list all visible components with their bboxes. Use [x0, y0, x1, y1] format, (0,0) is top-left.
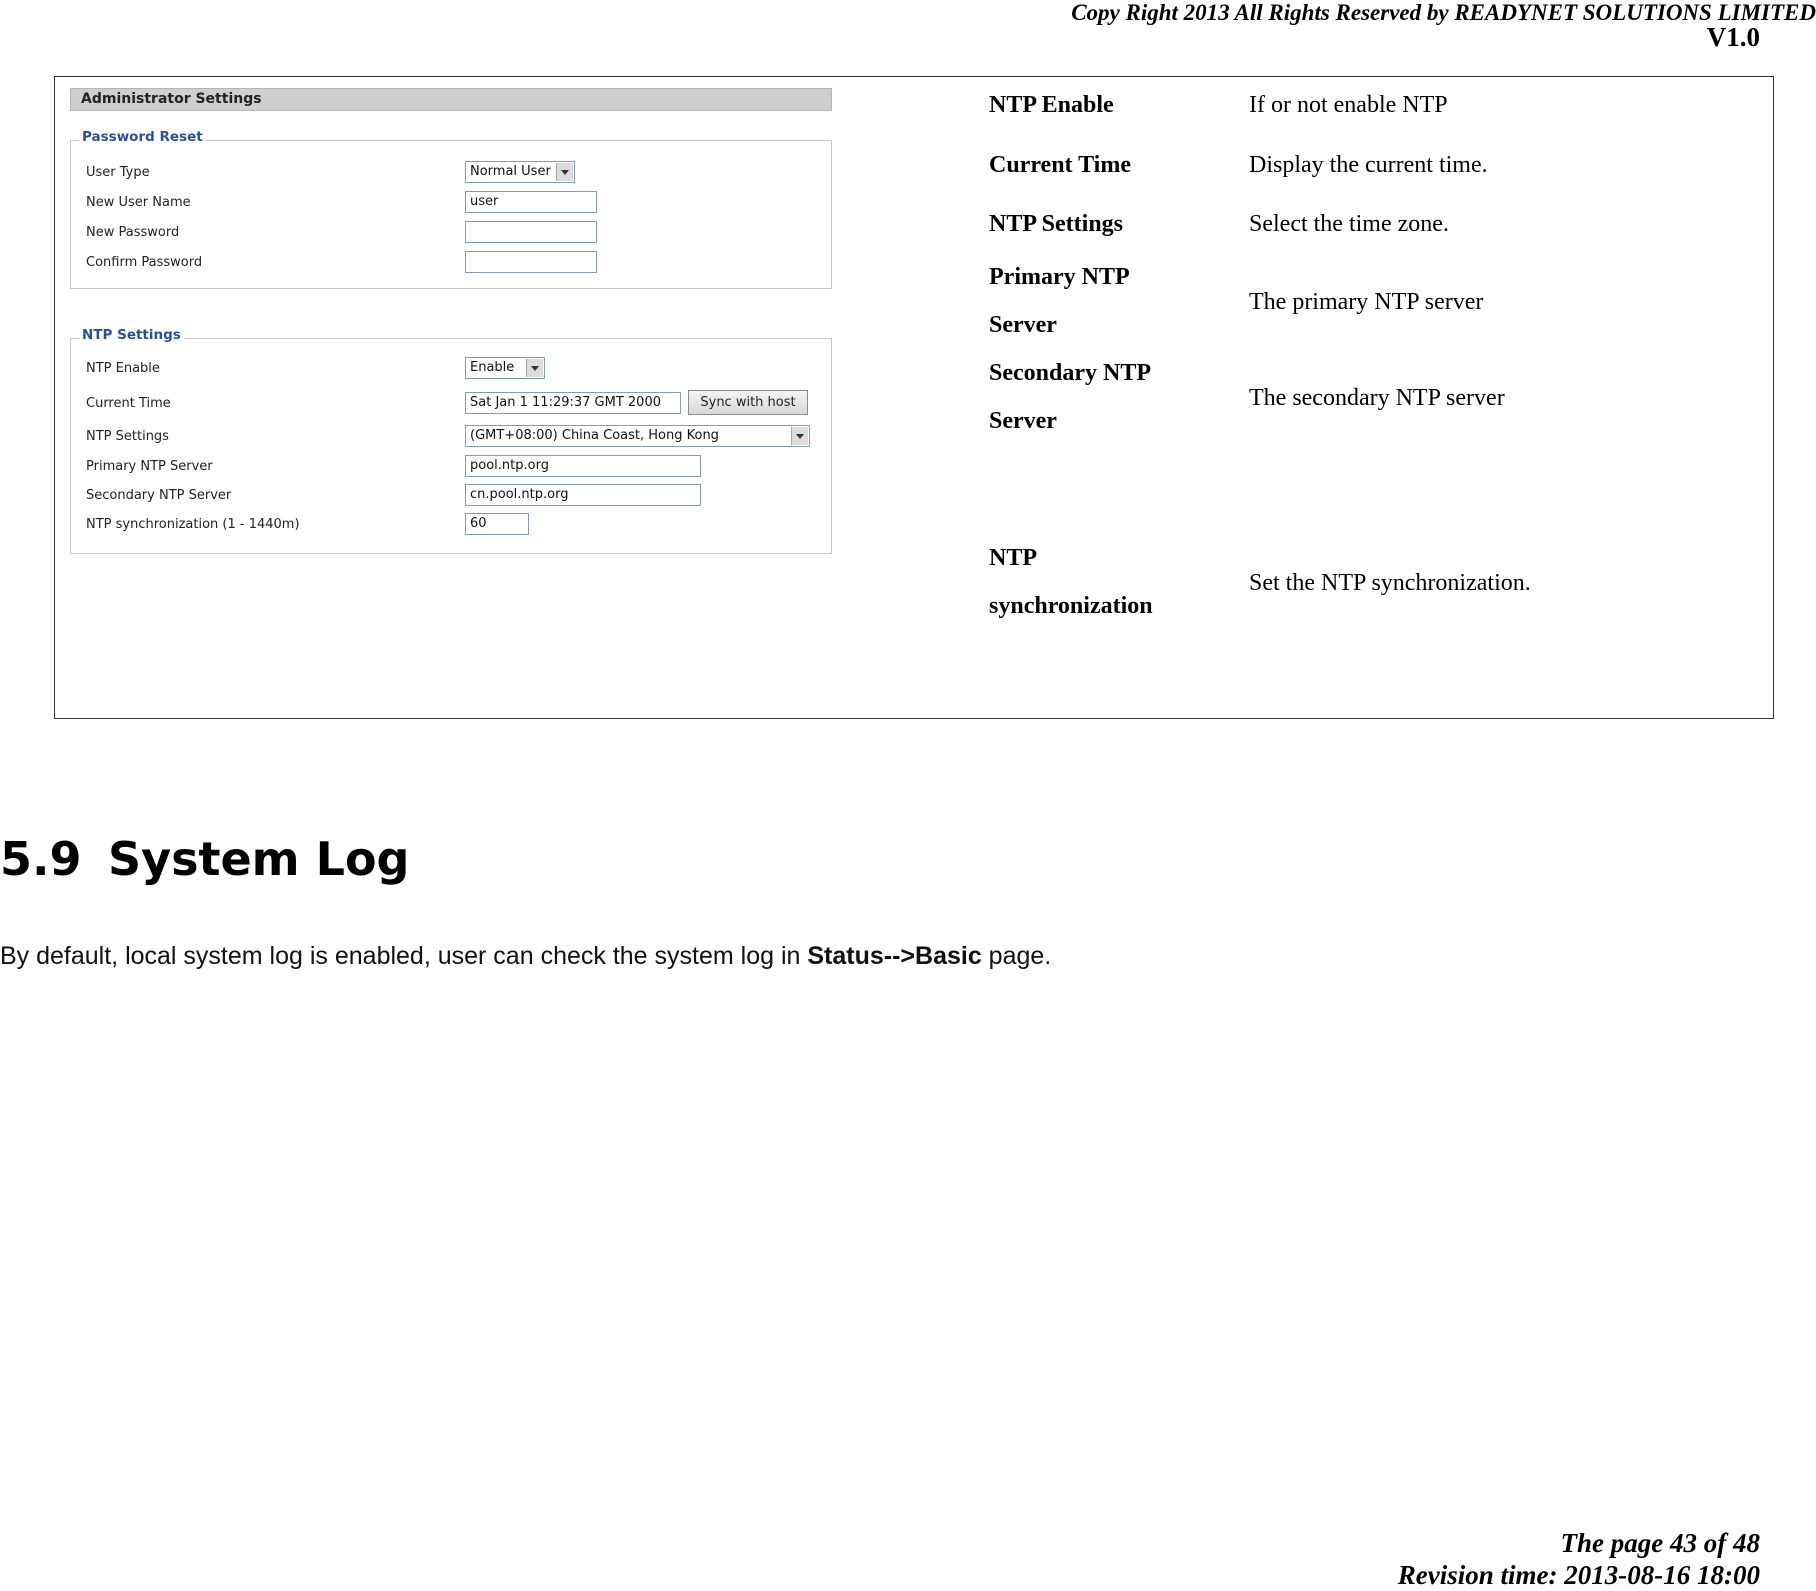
new-password-label: New Password — [86, 225, 180, 240]
confirm-password-row — [86, 251, 826, 275]
footer-revision: Revision time: 2013-08-16 18:00 — [1397, 1560, 1760, 1590]
desc-ntp-sync: Set the NTP synchronization. — [1249, 570, 1531, 596]
new-password-input[interactable] — [465, 221, 597, 243]
desc-term-ntp-enable: NTP Enable — [989, 92, 1114, 118]
primary-ntp-label: Primary NTP Server — [86, 459, 213, 474]
ntp-enable-select[interactable] — [465, 357, 545, 379]
header-version: V1.0 — [1706, 22, 1760, 52]
desc-term-current-time: Current Time — [989, 152, 1131, 178]
sync-with-host-button[interactable]: Sync with host — [688, 390, 808, 415]
ntp-settings-label: NTP Settings — [86, 429, 169, 444]
confirm-password-input[interactable] — [465, 251, 597, 273]
section-title: System Log — [108, 832, 410, 886]
current-time-label: Current Time — [86, 396, 171, 411]
section-body — [0, 942, 1051, 971]
ntp-settings-legend: NTP Settings — [79, 327, 184, 343]
desc-term-secondary-ntp-1: Secondary NTP — [989, 360, 1151, 386]
user-type-value: Normal User — [470, 164, 551, 179]
current-time-input[interactable]: Sat Jan 1 11:29:37 GMT 2000 — [465, 392, 681, 414]
chevron-down-icon[interactable] — [556, 163, 573, 181]
panel-title: Administrator Settings — [70, 88, 832, 111]
ntp-enable-value: Enable — [470, 360, 515, 375]
desc-ntp-settings: Select the time zone. — [1249, 211, 1449, 237]
desc-term-secondary-ntp-2: Server — [989, 408, 1057, 434]
desc-term-primary-ntp-1: Primary NTP — [989, 264, 1130, 290]
body-text-start: By default, local system log is enabled, user can check the system log in — [0, 942, 808, 970]
header-copyright: Copy Right 2013 All Rights Reserved by READYNET SOLUTIONS LIMITED — [1071, 0, 1816, 25]
password-reset-fieldset — [70, 129, 832, 289]
primary-ntp-row — [86, 455, 826, 479]
secondary-ntp-input[interactable]: cn.pool.ntp.org — [465, 484, 701, 506]
secondary-ntp-row — [86, 484, 826, 508]
desc-secondary-ntp: The secondary NTP server — [1249, 385, 1505, 411]
desc-term-primary-ntp-2: Server — [989, 312, 1057, 338]
status-basic-path: Status-->Basic — [807, 942, 982, 970]
desc-term-ntp-sync-1: NTP — [989, 545, 1037, 571]
secondary-ntp-label: Secondary NTP Server — [86, 488, 232, 503]
desc-primary-ntp: The primary NTP server — [1249, 289, 1484, 315]
ntp-enable-label: NTP Enable — [86, 361, 160, 376]
desc-ntp-enable: If or not enable NTP — [1249, 92, 1448, 118]
ntp-sync-row — [86, 513, 826, 537]
ntp-settings-row — [86, 425, 826, 449]
user-type-row — [86, 161, 826, 185]
new-user-name-label: New User Name — [86, 195, 191, 210]
password-reset-legend: Password Reset — [79, 129, 206, 145]
desc-current-time: Display the current time. — [1249, 152, 1488, 178]
section-number: 5.9 — [0, 832, 82, 886]
chevron-down-icon[interactable] — [526, 359, 543, 377]
chevron-down-icon[interactable] — [791, 427, 808, 445]
new-user-name-row — [86, 191, 826, 215]
primary-ntp-input[interactable]: pool.ntp.org — [465, 455, 701, 477]
ntp-sync-input[interactable]: 60 — [465, 513, 529, 535]
timezone-select[interactable] — [465, 425, 810, 447]
footer-page: The page 43 of 48 — [1560, 1528, 1760, 1558]
ntp-settings-fieldset — [70, 327, 832, 554]
current-time-row — [86, 392, 826, 416]
ntp-sync-label: NTP synchronization (1 - 1440m) — [86, 517, 300, 532]
desc-term-ntp-settings: NTP Settings — [989, 211, 1124, 237]
user-type-label: User Type — [86, 165, 150, 180]
ntp-enable-row — [86, 357, 826, 381]
confirm-password-label: Confirm Password — [86, 255, 203, 270]
body-text-end: page. — [981, 942, 1052, 970]
admin-settings-screenshot — [70, 88, 834, 566]
new-password-row — [86, 221, 826, 245]
section-heading — [0, 832, 409, 886]
desc-term-ntp-sync-2: synchronization — [989, 593, 1153, 619]
new-user-name-input[interactable]: user — [465, 191, 597, 213]
timezone-value: (GMT+08:00) China Coast, Hong Kong — [470, 428, 719, 443]
user-type-select[interactable] — [465, 161, 575, 183]
